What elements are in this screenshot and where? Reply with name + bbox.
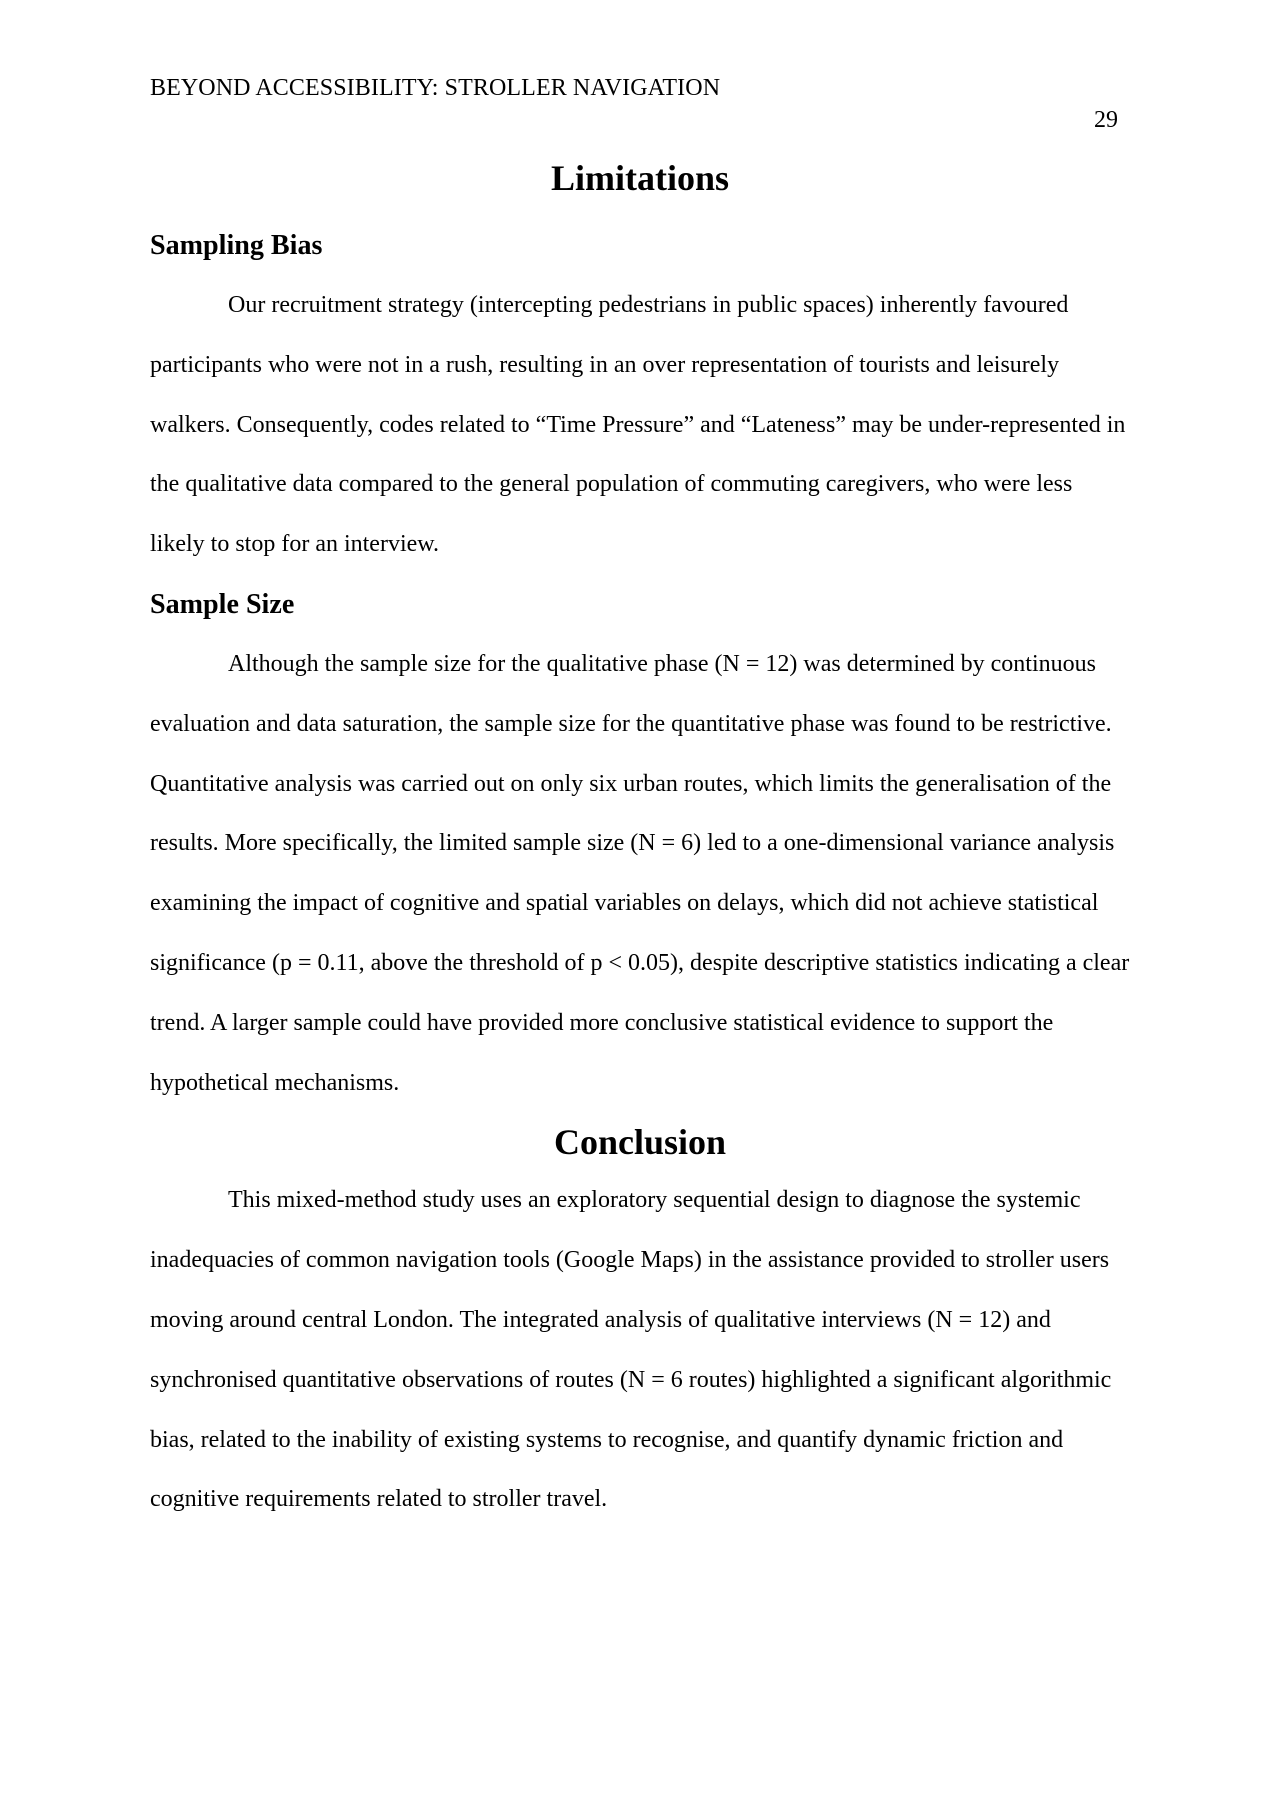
sample-size-paragraph: Although the sample size for the qualitative phase (N = 12) was determined by continuous evaluation and data saturation, the sample size for the quantitative phase was found to be restrictive. Quantitative analysis was carried out on only six urban routes, which limits the generalisation of the results. More specifically, the limited sample size (N = 6) led to a one-dimensional variance analysis examining the impact of cognitive and spatial variables on delays, which did not achieve statistical significance (p = 0.11, above the threshold of p < 0.05), despite descriptive statistics indicating a clear trend. A larger sample could have provided more conclusive statistical evidence to support the hypothetical mechanisms. xyxy=(150,650,1130,1096)
conclusion-heading: Conclusion xyxy=(553,1122,727,1163)
running-head: BEYOND ACCESSIBILITY: STROLLER NAVIGATION xyxy=(150,75,721,101)
limitations-heading: Limitations xyxy=(550,158,729,198)
document-body xyxy=(150,156,1130,1530)
conclusion-paragraph: This mixed-method study uses an exploratory sequential design to diagnose the systemic inadequacies of common navigation tools (Google Maps) in the assistance provided to stroller users moving around central London. The integrated analysis of qualitative interviews (N = 12) and synchronised quantitative observations of routes (N = 6 routes) highlighted a significant algorithmic bias, related to the inability of existing systems to recognise, and quantify dynamic friction and cognitive requirements related to stroller travel. xyxy=(150,1187,1112,1513)
page-number: 29 xyxy=(1094,107,1118,133)
sample-size-heading: Sample Size xyxy=(150,588,295,620)
sampling-bias-paragraph: Our recruitment strategy (intercepting pedestrians in public spaces) inherently favoured participants who were not in a rush, resulting in an over representation of tourists and leisurely walkers. Consequently, codes related to “Time Pressure” and “Lateness” may be under-represented in the qualitative data compared to the general population of commuting caregivers, who were less likely to stop for an interview. xyxy=(150,292,1126,558)
sampling-bias-heading: Sampling Bias xyxy=(150,230,323,261)
